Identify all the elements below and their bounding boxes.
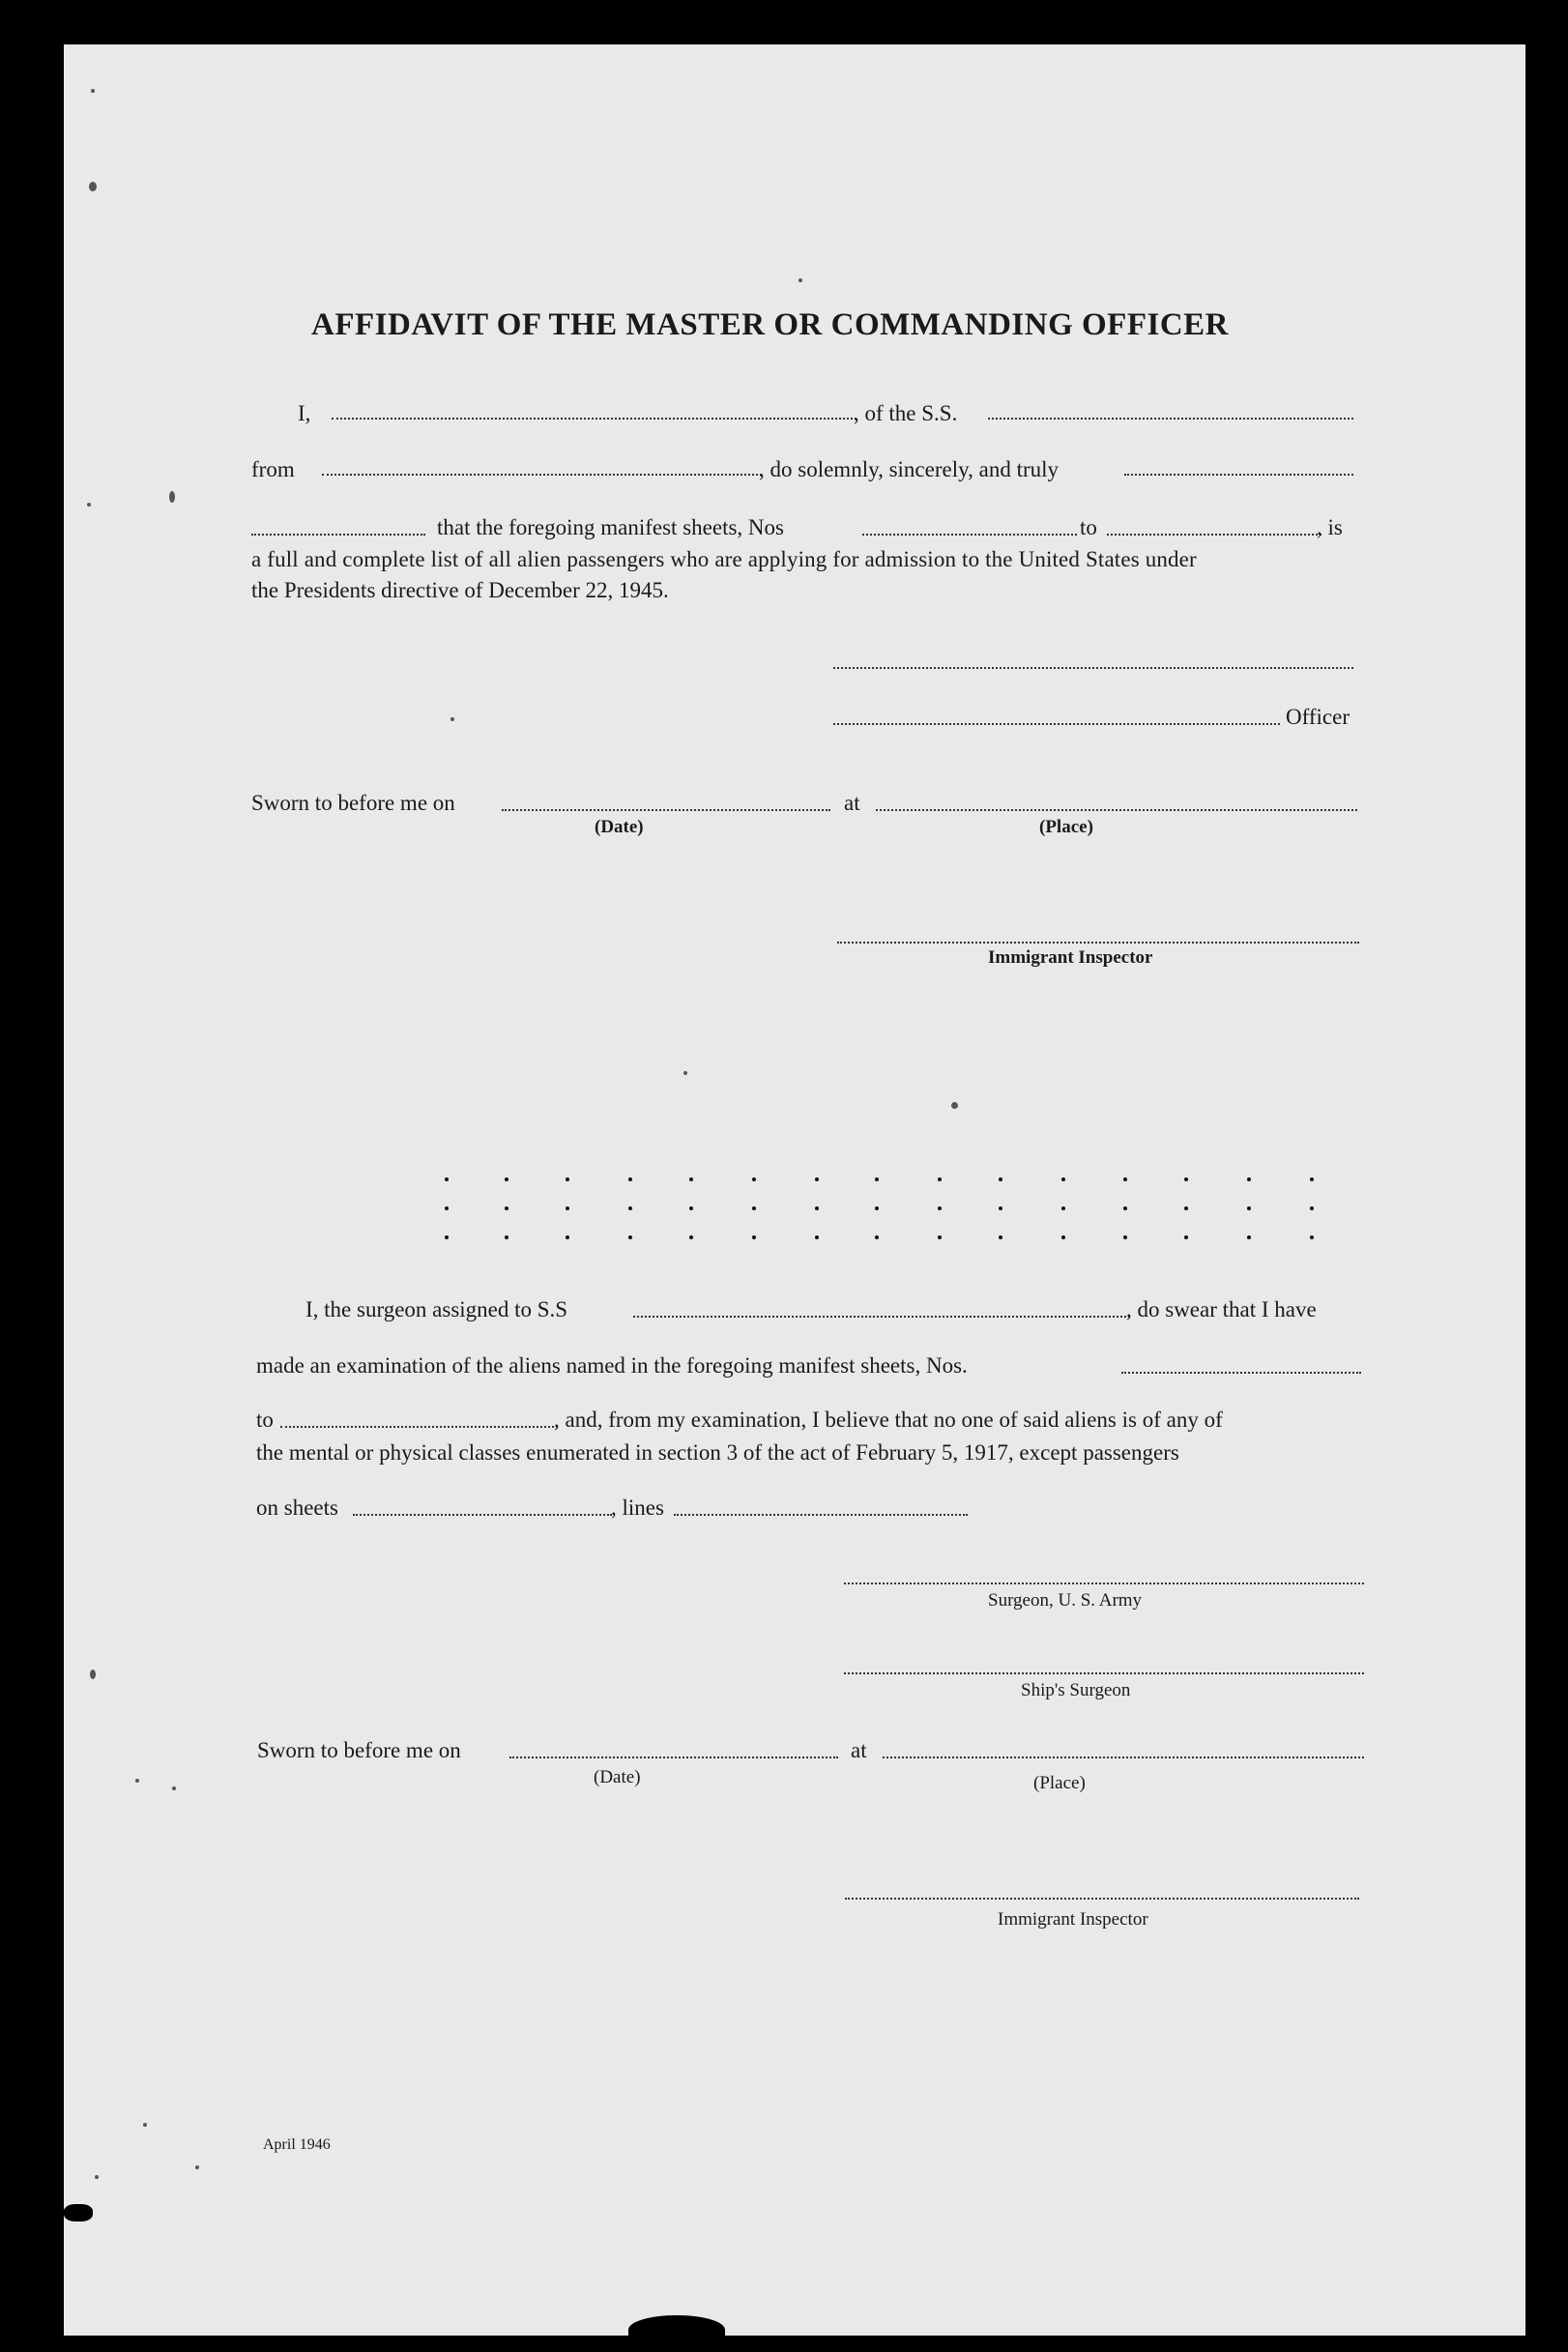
master-line4: a full and complete list of all alien passengers who are applying for admission to the United States under xyxy=(251,547,1197,571)
surgeon-inspector-signature-line[interactable] xyxy=(845,1898,1359,1900)
master-line2-solemnly: , do solemnly, sincerely, and truly xyxy=(759,457,1060,481)
perforation-dot xyxy=(1310,1235,1314,1239)
perforation-dot xyxy=(1184,1177,1188,1181)
perforation-dot xyxy=(875,1235,879,1239)
master-line3-that: that the foregoing manifest sheets, Nos xyxy=(437,515,784,539)
perforation-dot xyxy=(815,1177,819,1181)
perforation-dot xyxy=(938,1206,942,1210)
master-inspector-signature-line[interactable] xyxy=(837,942,1359,944)
perforation-dot xyxy=(566,1177,569,1181)
perforation-dot xyxy=(1123,1177,1127,1181)
form-title: AFFIDAVIT OF THE MASTER OR COMMANDING OFFICER xyxy=(311,307,1229,342)
master-place-caption: (Place) xyxy=(1039,817,1093,837)
perforation-dot xyxy=(445,1177,449,1181)
perforation-dot xyxy=(505,1206,508,1210)
master-name-field[interactable] xyxy=(332,418,857,420)
master-sworn-date-field[interactable] xyxy=(502,809,830,811)
master-sworn-label: Sworn to before me on xyxy=(251,791,455,815)
master-line1-i: I, xyxy=(298,401,311,425)
surgeon-at-label: at xyxy=(851,1738,867,1762)
perforation-dot xyxy=(752,1235,756,1239)
perforation-dot xyxy=(1061,1235,1065,1239)
perforation-dot xyxy=(999,1206,1002,1210)
perforation-dot xyxy=(1247,1177,1251,1181)
surgeon-line3-to: to xyxy=(256,1408,274,1432)
ships-surgeon-caption: Ship's Surgeon xyxy=(1021,1680,1131,1700)
perforation-dot xyxy=(1247,1235,1251,1239)
officer-signature-line-2[interactable] xyxy=(833,723,1280,725)
perforation-dot xyxy=(689,1177,693,1181)
perforation-dot xyxy=(1061,1206,1065,1210)
perforation-dot xyxy=(1123,1235,1127,1239)
surgeon-manifest-to-field[interactable] xyxy=(280,1426,558,1428)
perforation-dot xyxy=(1184,1235,1188,1239)
ship-name-field[interactable] xyxy=(988,418,1353,420)
perforation-dot xyxy=(1247,1206,1251,1210)
perforation-dot xyxy=(689,1206,693,1210)
manifest-from-field[interactable] xyxy=(862,534,1077,536)
declaration-field-2[interactable] xyxy=(251,534,425,536)
surgeon-line1-a: I, the surgeon assigned to S.S xyxy=(305,1297,568,1321)
perforation-dot xyxy=(938,1177,942,1181)
master-line2-from: from xyxy=(251,457,295,481)
surgeon-line5-lines: , lines xyxy=(611,1495,664,1520)
perforation-dot xyxy=(999,1235,1002,1239)
surgeon-sworn-place-field[interactable] xyxy=(883,1757,1364,1758)
perforation-dot xyxy=(875,1206,879,1210)
perforation-dot xyxy=(566,1235,569,1239)
perforation-dot xyxy=(815,1206,819,1210)
surgeon-line3-b: , and, from my examination, I believe that no one of said aliens is of any of xyxy=(554,1408,1223,1432)
perforation-dot xyxy=(445,1206,449,1210)
perforation-dot xyxy=(628,1206,632,1210)
master-date-caption: (Date) xyxy=(595,817,644,837)
perforation-dot xyxy=(628,1235,632,1239)
perforation-dot xyxy=(875,1177,879,1181)
army-surgeon-caption: Surgeon, U. S. Army xyxy=(988,1590,1143,1611)
surgeon-lines-field[interactable] xyxy=(674,1514,968,1516)
surgeon-date-caption: (Date) xyxy=(594,1767,641,1787)
port-from-field[interactable] xyxy=(322,474,762,476)
perforation-dot xyxy=(1123,1206,1127,1210)
perforation-dot xyxy=(752,1177,756,1181)
master-inspector-caption: Immigrant Inspector xyxy=(988,947,1153,968)
perforation-dot xyxy=(1310,1177,1314,1181)
surgeon-ship-field[interactable] xyxy=(633,1316,1130,1318)
form-date-footer: April 1946 xyxy=(263,2136,331,2153)
officer-signature-line-1[interactable] xyxy=(833,667,1353,669)
form-sheet xyxy=(64,44,1525,2336)
master-sworn-place-field[interactable] xyxy=(876,809,1357,811)
perforation-dot xyxy=(1184,1206,1188,1210)
master-line5: the Presidents directive of December 22, 1945. xyxy=(251,578,669,602)
officer-label: Officer xyxy=(1286,705,1350,729)
surgeon-sheets-field[interactable] xyxy=(353,1514,612,1516)
surgeon-sworn-date-field[interactable] xyxy=(509,1757,838,1758)
perforation-dot xyxy=(566,1206,569,1210)
perforation-dot xyxy=(505,1177,508,1181)
surgeon-place-caption: (Place) xyxy=(1033,1773,1086,1793)
surgeon-sworn-label: Sworn to before me on xyxy=(257,1738,461,1762)
surgeon-line5-on: on sheets xyxy=(256,1495,338,1520)
surgeon-manifest-from-field[interactable] xyxy=(1121,1372,1361,1374)
ships-surgeon-signature-line[interactable] xyxy=(844,1672,1364,1674)
perforation-dot xyxy=(1061,1177,1065,1181)
perforation-dot xyxy=(445,1235,449,1239)
perforation-dot xyxy=(505,1235,508,1239)
surgeon-line2: made an examination of the aliens named in the foregoing manifest sheets, Nos. xyxy=(256,1353,968,1378)
perforation-dot xyxy=(689,1235,693,1239)
master-line1-of: , of the S.S. xyxy=(854,401,958,425)
perforation-dot xyxy=(999,1177,1002,1181)
perforation-dot xyxy=(752,1206,756,1210)
master-at-label: at xyxy=(844,791,860,815)
perforation-dot xyxy=(938,1235,942,1239)
declaration-field[interactable] xyxy=(1124,474,1353,476)
army-surgeon-signature-line[interactable] xyxy=(844,1583,1364,1584)
surgeon-inspector-caption: Immigrant Inspector xyxy=(998,1909,1148,1930)
perforation-dot xyxy=(628,1177,632,1181)
master-line3-is: , is xyxy=(1317,515,1343,539)
master-line3-to: to xyxy=(1080,515,1097,539)
surgeon-line4: the mental or physical classes enumerated in section 3 of the act of February 5, 1917, except passengers xyxy=(256,1440,1179,1465)
surgeon-line1-b: , do swear that I have xyxy=(1126,1297,1317,1321)
perforation-dot xyxy=(815,1235,819,1239)
perforation-dot xyxy=(1310,1206,1314,1210)
manifest-to-field[interactable] xyxy=(1107,534,1321,536)
